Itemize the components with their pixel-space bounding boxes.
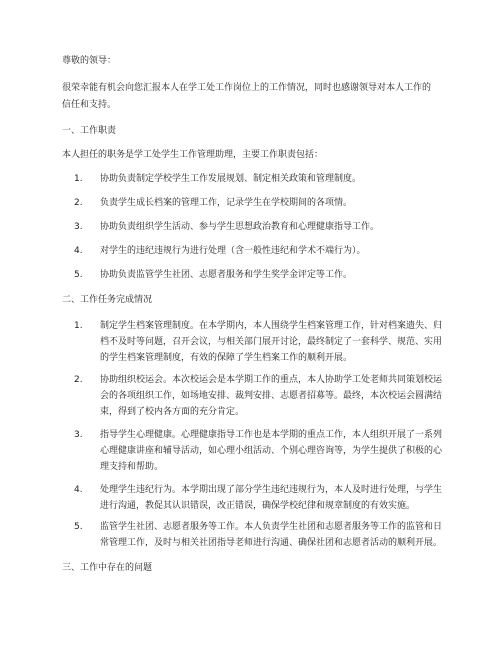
list-item-text: 协助组织校运会。本次校运会是本学期工作的重点，本人协助学工处老师共同策划校运 [100, 375, 443, 385]
section-heading-problems: 三、工作中存在的问题 [62, 563, 153, 573]
list-item-text: 束，得到了校内各方面的充分肯定。 [100, 407, 245, 417]
list-item-text: 会的各项组织工作，如场地安排、裁判安排、志愿者招募等。最终，本次校运会圆满结 [100, 391, 443, 401]
duties-lead: 本人担任的职务是学工处学生工作管理助理，主要工作职责包括： [62, 150, 324, 160]
list-number: 4. [74, 246, 83, 256]
intro-paragraph [62, 82, 442, 116]
list-item-text: 处理学生违纪行为。本学期出现了部分学生违纪违规行为，本人及时进行处理，与学生 [100, 485, 443, 495]
list-item-text: 协助负责制定学校学生工作发展规划、制定相关政策和管理制度。 [100, 174, 362, 184]
list-item-text: 指导学生心理健康。心理健康指导工作也是本学期的重点工作，本人组织开展了一系列 [100, 430, 443, 440]
list-item-text: 监管学生社团、志愿者服务等工作。本人负责学生社团和志愿者服务等工作的监管和日 [100, 522, 443, 532]
list-item-text: 制定学生档案管理制度。在本学期内，本人围绕学生档案管理工作，针对档案遗失、归 [100, 321, 443, 331]
list-item-text: 理支持和帮助。 [100, 462, 164, 472]
list-item-text: 的学生档案管理制度，有效的保障了学生档案工作的顺利开展。 [100, 353, 353, 363]
list-item-text: 档不及时等问题，召开会议，与相关部门展开讨论，最终制定了一套科学、规范、实用 [100, 337, 443, 347]
list-number: 4. [74, 485, 83, 495]
list-number: 5. [74, 522, 83, 532]
list-number: 3. [74, 222, 83, 232]
list-item-text: 协助负责组织学生活动、参与学生思想政治教育和心理健康指导工作。 [100, 222, 380, 232]
intro-line: 很荣幸能有机会向您汇报本人在学工处工作岗位上的工作情况，同时也感谢领导对本人工作的 [62, 83, 432, 93]
list-item-text: 进行沟通，教促其认识错误，改正错误，确保学校纪律和规章制度的有效实施。 [100, 501, 416, 511]
list-number: 5. [74, 270, 83, 280]
section-heading-tasks: 二、工作任务完成情况 [62, 295, 153, 305]
list-number: 3. [74, 430, 83, 440]
list-item-text: 常管理工作，及时与相关社团指导老师进行沟通、确保社团和志愿者活动的顺利开展。 [100, 538, 443, 548]
list-item-text: 负责学生成长档案的管理工作，记录学生在学校期间的各项情。 [100, 198, 353, 208]
list-number: 2. [74, 198, 83, 208]
list-item-text: 对学生的违纪违规行为进行处理（含一般性违纪和学术不端行为）。 [100, 246, 366, 256]
list-number: 1. [74, 174, 83, 184]
list-item-text: 协助负责监管学生社团、志愿者服务和学生奖学金评定等工作。 [100, 270, 353, 280]
salutation: 尊敬的领导： [62, 56, 117, 66]
list-number: 1. [74, 321, 83, 331]
list-item-text: 心理健康讲座和辅导活动，如心理小组活动、个别心理咨询等，为学生提供了积极的心 [100, 446, 443, 456]
intro-line: 信任和支持。 [62, 100, 117, 110]
section-heading-duties: 一、工作职责 [62, 126, 117, 136]
list-number: 2. [74, 375, 83, 385]
